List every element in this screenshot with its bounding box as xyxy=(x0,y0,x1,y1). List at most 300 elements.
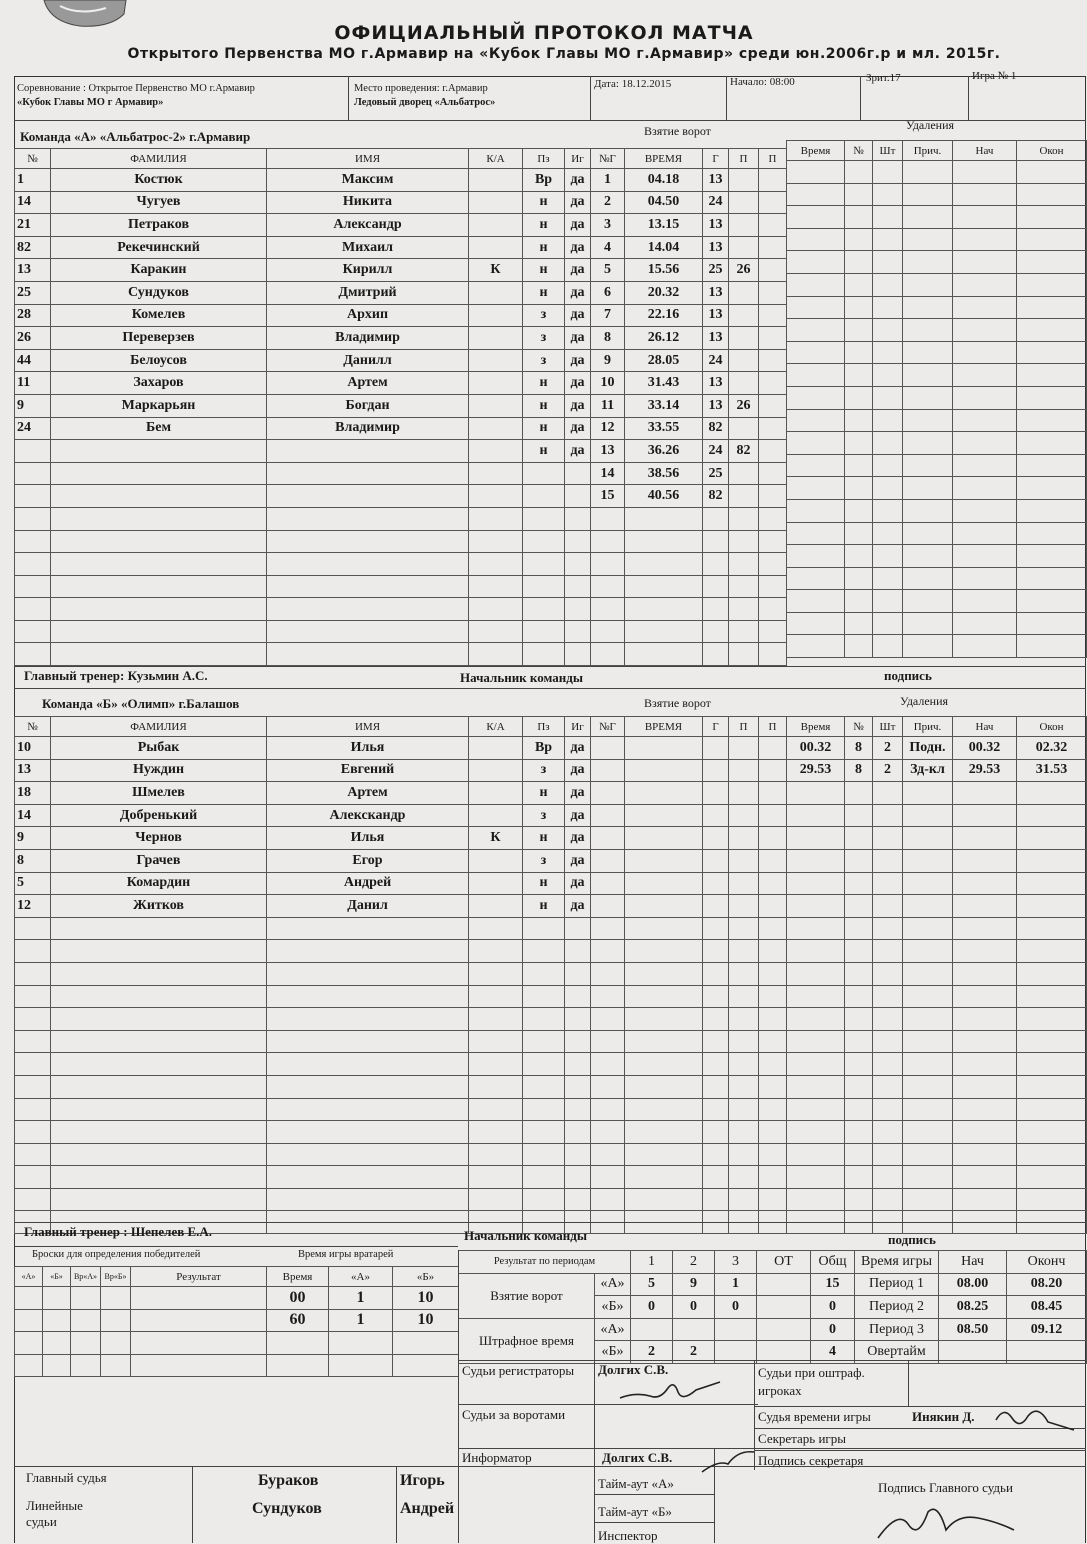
table-cell xyxy=(759,440,787,463)
table-row xyxy=(787,228,1087,251)
table-cell xyxy=(703,804,729,827)
table-row xyxy=(787,895,1087,918)
table-cell xyxy=(1017,477,1087,500)
table-cell xyxy=(903,228,953,251)
table-cell xyxy=(51,1166,267,1189)
table-row xyxy=(15,849,591,872)
table-cell xyxy=(845,872,873,895)
table-row xyxy=(787,477,1087,500)
table-cell xyxy=(625,985,703,1008)
table-row xyxy=(15,1121,591,1144)
table-row xyxy=(591,530,787,553)
table-cell xyxy=(625,575,703,598)
table-row xyxy=(787,341,1087,364)
table-cell: 2 xyxy=(631,1341,673,1364)
table-cell xyxy=(591,598,625,621)
column-header: 1 xyxy=(631,1251,673,1274)
table-cell: 1 xyxy=(329,1309,393,1332)
table-cell xyxy=(759,1075,787,1098)
table-cell xyxy=(759,620,787,643)
table-cell: Артем xyxy=(267,372,469,395)
table-cell xyxy=(267,598,469,621)
table-cell: да xyxy=(565,281,591,304)
table-cell xyxy=(267,1008,469,1031)
table-row xyxy=(787,962,1087,985)
table-cell: 31.43 xyxy=(625,372,703,395)
table-row xyxy=(787,409,1087,432)
table-cell xyxy=(469,917,523,940)
table-cell xyxy=(953,1008,1017,1031)
table-cell: Сундуков xyxy=(51,281,267,304)
table-cell xyxy=(729,849,759,872)
team-label: «А» xyxy=(595,1318,631,1341)
table-row xyxy=(15,1143,591,1166)
table-cell xyxy=(703,737,729,760)
table-cell: да xyxy=(565,737,591,760)
table-cell xyxy=(953,895,1017,918)
table-row xyxy=(15,940,591,963)
table-cell xyxy=(523,1030,565,1053)
table-cell xyxy=(1017,1030,1087,1053)
table-cell xyxy=(591,643,625,666)
table-cell: з xyxy=(523,349,565,372)
column-header: №Г xyxy=(591,717,625,737)
goalie-time-title: Время игры вратарей xyxy=(298,1249,394,1260)
table-cell xyxy=(759,1188,787,1211)
table-cell xyxy=(845,477,873,500)
table-cell xyxy=(591,1143,625,1166)
table-row xyxy=(787,251,1087,274)
table-cell: н xyxy=(523,417,565,440)
table-cell xyxy=(703,1143,729,1166)
table-cell xyxy=(759,553,787,576)
table-cell: 18 xyxy=(15,782,51,805)
table-cell xyxy=(729,236,759,259)
table-cell xyxy=(591,553,625,576)
table-cell: 6 xyxy=(591,281,625,304)
table-cell xyxy=(101,1309,131,1332)
table-cell xyxy=(1017,273,1087,296)
table-cell xyxy=(729,349,759,372)
table-row xyxy=(591,485,787,508)
table-cell xyxy=(523,620,565,643)
table-cell: 08.45 xyxy=(1007,1296,1087,1319)
table-row xyxy=(787,161,1087,184)
table-cell xyxy=(15,620,51,643)
table-cell xyxy=(15,530,51,553)
table-row xyxy=(15,417,591,440)
table-cell xyxy=(729,737,759,760)
linesman-name: Андрей xyxy=(400,1500,455,1517)
table-cell: 9 xyxy=(15,827,51,850)
table-row xyxy=(591,1075,787,1098)
table-cell: Подн. xyxy=(903,737,953,760)
rule-line xyxy=(458,1404,758,1405)
table-cell xyxy=(953,612,1017,635)
table-cell xyxy=(1017,1188,1087,1211)
team-a-title: Команда «А» «Альбатрос-2» г.Армавир xyxy=(20,129,251,144)
table-cell xyxy=(729,917,759,940)
table-row xyxy=(15,281,591,304)
table-cell xyxy=(759,214,787,237)
table-cell xyxy=(51,1075,267,1098)
table-cell: 13.15 xyxy=(625,214,703,237)
table-cell xyxy=(953,962,1017,985)
column-header: ФАМИЛИЯ xyxy=(51,149,267,169)
column-header: Общ xyxy=(811,1251,855,1274)
table-cell xyxy=(845,962,873,985)
table-cell: 8 xyxy=(845,759,873,782)
table-row xyxy=(591,507,787,530)
table-cell xyxy=(469,214,523,237)
column-header: Шт xyxy=(873,717,903,737)
table-cell xyxy=(469,553,523,576)
table-cell: 38.56 xyxy=(625,462,703,485)
table-row xyxy=(15,917,591,940)
table-row xyxy=(591,304,787,327)
table-cell xyxy=(625,553,703,576)
table-cell xyxy=(873,1030,903,1053)
table-cell xyxy=(469,782,523,805)
table-cell xyxy=(845,827,873,850)
table-cell xyxy=(873,1008,903,1031)
column-header: № xyxy=(845,141,873,161)
column-header: Пз xyxy=(523,717,565,737)
table-cell xyxy=(267,507,469,530)
table-cell xyxy=(15,1354,43,1377)
table-cell xyxy=(703,1098,729,1121)
table-cell xyxy=(469,417,523,440)
table-cell xyxy=(1017,917,1087,940)
table-cell xyxy=(953,1098,1017,1121)
table-cell xyxy=(1017,319,1087,342)
table-row xyxy=(591,394,787,417)
table-cell xyxy=(953,1053,1017,1076)
table-cell xyxy=(703,1075,729,1098)
table-cell xyxy=(845,161,873,184)
table-cell: Нуждин xyxy=(51,759,267,782)
column-header: № xyxy=(845,717,873,737)
table-cell xyxy=(1017,635,1087,658)
table-cell: 13 xyxy=(703,281,729,304)
column-header: Окон xyxy=(1017,717,1087,737)
table-cell: 1 xyxy=(329,1287,393,1310)
table-cell: 14 xyxy=(591,462,625,485)
column-header: Окон xyxy=(1017,141,1087,161)
table-cell xyxy=(469,872,523,895)
table-row xyxy=(591,349,787,372)
table-cell xyxy=(873,183,903,206)
table-cell xyxy=(903,940,953,963)
table-cell xyxy=(51,962,267,985)
table-row xyxy=(15,1098,591,1121)
table-cell xyxy=(703,575,729,598)
table-cell: 7 xyxy=(591,304,625,327)
table-row xyxy=(15,1287,267,1310)
table-cell: да xyxy=(565,304,591,327)
table-cell xyxy=(51,440,267,463)
table-cell xyxy=(703,530,729,553)
header-row xyxy=(459,1251,855,1274)
table-cell xyxy=(469,849,523,872)
table-cell xyxy=(787,872,845,895)
table-cell xyxy=(703,643,729,666)
time-judge-label: Судья времени игры xyxy=(758,1409,871,1424)
table-cell xyxy=(267,1166,469,1189)
table-cell: Шмелев xyxy=(51,782,267,805)
table-cell xyxy=(131,1354,267,1377)
table-cell xyxy=(729,1143,759,1166)
table-row xyxy=(591,962,787,985)
table-cell xyxy=(729,530,759,553)
table-cell xyxy=(591,940,625,963)
table-cell xyxy=(787,567,845,590)
table-cell xyxy=(469,598,523,621)
table-cell xyxy=(757,1318,811,1341)
table-cell xyxy=(523,643,565,666)
table-cell xyxy=(845,409,873,432)
table-row xyxy=(15,394,591,417)
table-cell xyxy=(903,1030,953,1053)
table-cell: 60 xyxy=(267,1309,329,1332)
table-cell: 13 xyxy=(15,259,51,282)
column-header: 2 xyxy=(673,1251,715,1274)
table-cell xyxy=(845,183,873,206)
table-cell: 9 xyxy=(15,394,51,417)
table-cell xyxy=(1017,985,1087,1008)
table-cell xyxy=(469,759,523,782)
table-cell xyxy=(759,304,787,327)
table-cell xyxy=(703,917,729,940)
table-cell xyxy=(903,872,953,895)
column-header: Прич. xyxy=(903,717,953,737)
table-cell xyxy=(715,1318,757,1341)
table-row xyxy=(787,804,1087,827)
table-cell: Вр xyxy=(523,737,565,760)
table-cell: 24 xyxy=(703,191,729,214)
table-cell: Артем xyxy=(267,782,469,805)
table-cell xyxy=(469,575,523,598)
table-row xyxy=(787,386,1087,409)
table-cell xyxy=(1017,1053,1087,1076)
table-cell xyxy=(51,530,267,553)
table-cell: да xyxy=(565,440,591,463)
shootout-title: Броски для определения победителей xyxy=(32,1249,201,1260)
table-cell xyxy=(51,575,267,598)
table-cell: 13 xyxy=(15,759,51,782)
table-row xyxy=(787,759,1087,782)
header-row xyxy=(267,1267,459,1287)
table-cell xyxy=(591,985,625,1008)
table-cell xyxy=(625,782,703,805)
table-cell xyxy=(845,1053,873,1076)
table-cell: Данил xyxy=(267,895,469,918)
table-cell xyxy=(523,940,565,963)
table-cell xyxy=(845,251,873,274)
table-cell xyxy=(15,1287,43,1310)
table-cell xyxy=(873,849,903,872)
table-cell xyxy=(591,575,625,598)
table-cell xyxy=(903,895,953,918)
table-cell xyxy=(845,1121,873,1144)
table-cell: Переверзев xyxy=(51,327,267,350)
table-cell xyxy=(1017,454,1087,477)
table-cell: Каракин xyxy=(51,259,267,282)
table-row xyxy=(15,1008,591,1031)
table-cell xyxy=(469,507,523,530)
table-row xyxy=(15,737,591,760)
column-header: Шт xyxy=(873,141,903,161)
table-cell xyxy=(565,1143,591,1166)
table-cell xyxy=(591,759,625,782)
table-row xyxy=(591,1188,787,1211)
match-start: Начало: 08:00 xyxy=(730,76,795,88)
column-header: ОТ xyxy=(757,1251,811,1274)
table-cell xyxy=(15,440,51,463)
table-row xyxy=(787,1030,1087,1053)
table-cell xyxy=(1017,804,1087,827)
table-cell xyxy=(953,1143,1017,1166)
table-cell xyxy=(759,394,787,417)
table-row xyxy=(591,643,787,666)
table-cell xyxy=(729,169,759,192)
table-cell xyxy=(469,372,523,395)
table-cell: 2 xyxy=(873,759,903,782)
table-cell xyxy=(873,1121,903,1144)
team-a-signature: подпись xyxy=(884,668,932,683)
table-cell xyxy=(845,454,873,477)
table-cell xyxy=(903,522,953,545)
table-cell xyxy=(565,530,591,553)
rule-line xyxy=(396,1466,397,1543)
table-cell xyxy=(565,1121,591,1144)
table-row xyxy=(591,1166,787,1189)
table-cell xyxy=(523,575,565,598)
table-cell xyxy=(953,432,1017,455)
table-cell xyxy=(873,1098,903,1121)
table-cell: 13 xyxy=(703,372,729,395)
table-row xyxy=(591,236,787,259)
table-cell xyxy=(953,183,1017,206)
table-cell xyxy=(625,1188,703,1211)
table-cell: 24 xyxy=(15,417,51,440)
table-row xyxy=(15,575,591,598)
table-cell xyxy=(903,273,953,296)
table-row xyxy=(591,327,787,350)
table-cell xyxy=(523,598,565,621)
table-cell xyxy=(953,251,1017,274)
rule-line xyxy=(594,1522,714,1523)
table-cell xyxy=(625,737,703,760)
table-cell: 13 xyxy=(703,327,729,350)
column-header: ИМЯ xyxy=(267,149,469,169)
table-row xyxy=(15,643,591,666)
table-row xyxy=(15,553,591,576)
table-cell: 14 xyxy=(15,804,51,827)
table-cell xyxy=(631,1318,673,1341)
table-row xyxy=(591,598,787,621)
table-row xyxy=(15,349,591,372)
column-header: Время xyxy=(267,1267,329,1287)
rule-line xyxy=(458,1250,459,1543)
table-cell xyxy=(591,507,625,530)
table-cell xyxy=(903,1188,953,1211)
table-cell: н xyxy=(523,440,565,463)
table-cell: 4 xyxy=(591,236,625,259)
table-cell xyxy=(729,281,759,304)
table-cell xyxy=(759,962,787,985)
table-cell: 08.20 xyxy=(1007,1273,1087,1296)
table-cell xyxy=(51,643,267,666)
table-cell: да xyxy=(565,169,591,192)
table-cell xyxy=(469,349,523,372)
table-cell xyxy=(845,917,873,940)
table-cell xyxy=(903,319,953,342)
table-cell xyxy=(903,161,953,184)
table-cell xyxy=(759,485,787,508)
table-cell: да xyxy=(565,782,591,805)
table-cell xyxy=(1017,545,1087,568)
table-cell xyxy=(787,206,845,229)
table-cell xyxy=(953,940,1017,963)
table-cell xyxy=(845,1188,873,1211)
table-cell xyxy=(903,1075,953,1098)
table-cell xyxy=(101,1354,131,1377)
table-cell xyxy=(759,849,787,872)
table-cell xyxy=(845,1075,873,1098)
table-cell xyxy=(953,804,1017,827)
table-cell: н xyxy=(523,394,565,417)
table-cell xyxy=(787,1075,845,1098)
table-cell: 14 xyxy=(15,191,51,214)
table-cell xyxy=(787,590,845,613)
table-cell xyxy=(873,545,903,568)
table-cell xyxy=(729,1075,759,1098)
table-cell: 10 xyxy=(15,737,51,760)
table-row xyxy=(787,827,1087,850)
table-cell xyxy=(469,643,523,666)
table-cell: Комардин xyxy=(51,872,267,895)
table-cell xyxy=(15,575,51,598)
table-cell xyxy=(523,917,565,940)
table-cell: 10 xyxy=(591,372,625,395)
table-cell xyxy=(1017,940,1087,963)
table-row xyxy=(787,522,1087,545)
table-cell xyxy=(903,545,953,568)
document-subtitle: Открытого Первенства МО г.Армавир на «Кубок Главы МО г.Армавир» среди юн.2006г.р и мл. 2015г. xyxy=(127,46,1001,62)
timeout-a-label: Тайм-аут «А» xyxy=(598,1476,674,1491)
table-cell xyxy=(903,432,953,455)
table-cell xyxy=(15,917,51,940)
table-row xyxy=(591,281,787,304)
table-cell: Максим xyxy=(267,169,469,192)
table-cell: Овертайм xyxy=(855,1341,939,1364)
table-cell xyxy=(15,940,51,963)
table-cell xyxy=(469,304,523,327)
team-a-goals-label: Взятие ворот xyxy=(644,124,711,138)
linesman-surname: Сундуков xyxy=(252,1500,322,1517)
table-cell: 9 xyxy=(591,349,625,372)
header-row xyxy=(15,717,591,737)
table-cell xyxy=(903,917,953,940)
table-row xyxy=(787,635,1087,658)
table-cell xyxy=(1017,432,1087,455)
team-a-roster xyxy=(14,148,591,666)
row-label: Штрафное время xyxy=(459,1318,595,1363)
table-cell: 8 xyxy=(845,737,873,760)
table-cell xyxy=(759,940,787,963)
informer-name: Долгих С.В. xyxy=(602,1450,673,1465)
